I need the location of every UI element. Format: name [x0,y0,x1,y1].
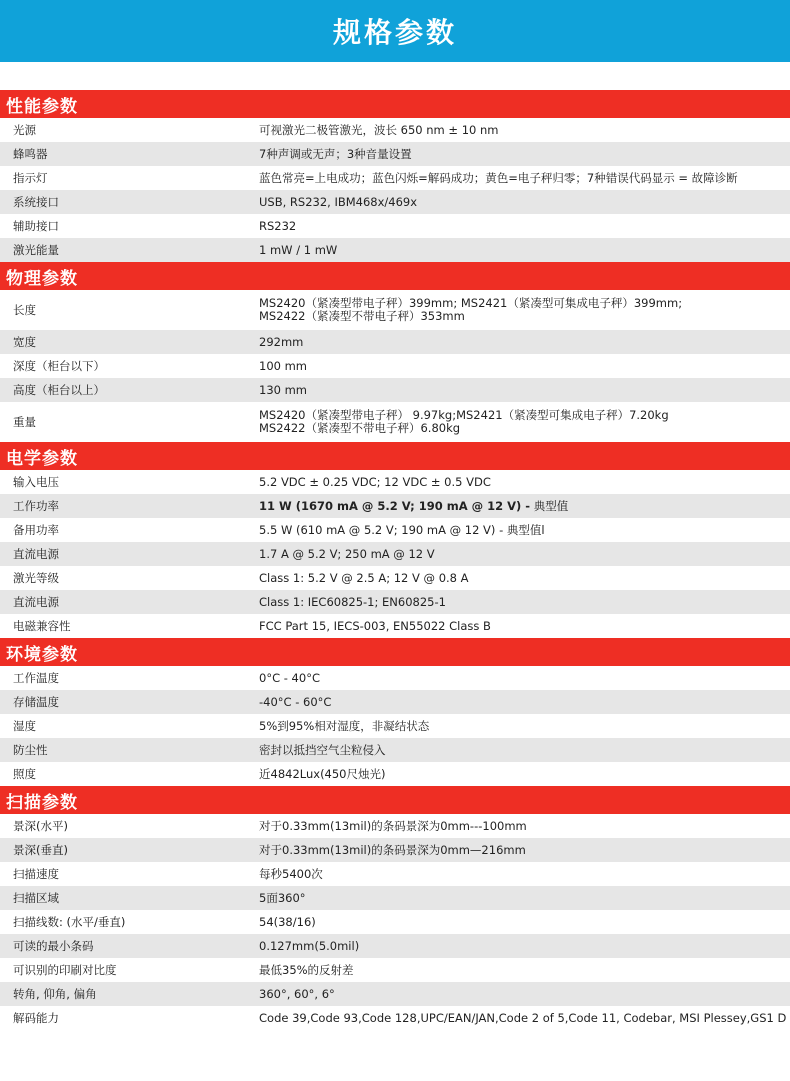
section-header: 性能参数 [0,90,790,118]
spec-value: FCC Part 15, IECS-003, EN55022 Class B [259,618,491,633]
spec-value: 蓝色常亮=上电成功；蓝色闪烁=解码成功；黄色=电子秤归零；7种错误代码显示 = 故障诊断 [259,170,738,185]
spec-value: Code 39,Code 93,Code 128,UPC/EAN/JAN,Code 2 of 5,Code 11, Codebar, MSI Plessey,GS1 D [259,1010,787,1025]
spec-row [0,494,790,518]
spec-value: 130 mm [259,382,308,397]
spec-label: 辅助接口 [13,219,59,233]
spec-label: 备用功率 [13,523,59,537]
spec-row [0,886,790,910]
spec-table [0,90,790,1030]
section-header: 电学参数 [0,442,790,470]
spec-value: 0°C - 40°C [259,670,320,685]
spec-value-text: 典型值 [530,498,569,513]
spec-label: 直流电源 [13,547,59,561]
spec-row [0,934,790,958]
spec-value: 5面360° [259,890,306,905]
spec-value: 5.5 W (610 mA @ 5.2 V; 190 mA @ 12 V) - 典型值l [259,522,545,537]
spec-value: Class 1: IEC60825-1; EN60825-1 [259,594,446,609]
spec-row [0,666,790,690]
spec-row [0,518,790,542]
spec-row [0,762,790,786]
spec-value: -40°C - 60°C [259,694,332,709]
spec-label: 电磁兼容性 [13,619,71,633]
spec-label: 指示灯 [13,171,48,185]
spec-label: 可读的最小条码 [13,939,94,953]
spec-label: 存储温度 [13,695,59,709]
spec-label: 激光能量 [13,243,59,257]
spec-label: 光源 [13,123,36,137]
spec-row [0,290,790,330]
spec-row [0,238,790,262]
spec-value: RS232 [259,218,297,233]
spec-value: 5.2 VDC ± 0.25 VDC; 12 VDC ± 0.5 VDC [259,474,491,489]
spec-label: 防尘性 [13,743,48,757]
spec-row [0,190,790,214]
spec-row [0,142,790,166]
spec-value: 0.127mm(5.0mil) [259,938,360,953]
spec-value: 7种声调或无声；3种音量设置 [259,146,412,161]
spec-label: 扫描速度 [13,867,59,881]
spec-label: 系统接口 [13,195,59,209]
spec-value: 5%到95%相对湿度，非凝结状态 [259,718,430,733]
spec-row [0,614,790,638]
spec-row [0,470,790,494]
spec-label: 高度（柜台以上） [13,383,105,397]
title-banner [0,0,790,62]
spec-label: 照度 [13,767,36,781]
spec-label: 直流电源 [13,595,59,609]
spec-value: 最低35%的反射差 [259,962,354,977]
spec-value: MS2420（紧凑型带电子秤） 9.97kg;MS2421（紧凑型可集成电子秤）7.20kg MS2422（紧凑型不带电子秤）6.80kg [259,408,669,435]
spec-label: 宽度 [13,335,36,349]
spec-row [0,982,790,1006]
spec-label: 扫描线数: (水平/垂直) [13,915,126,929]
spec-value: 360°, 60°, 6° [259,986,335,1001]
spec-row [0,910,790,934]
spec-row [0,330,790,354]
spec-row [0,566,790,590]
spec-label: 可识别的印刷对比度 [13,963,117,977]
spec-value: 54(38/16) [259,914,316,929]
spec-row [0,958,790,982]
spec-value: 100 mm [259,358,308,373]
spec-label: 转角, 仰角, 偏角 [13,987,97,1001]
spec-label: 蜂鸣器 [13,147,48,161]
spec-row [0,590,790,614]
spec-row [0,166,790,190]
spec-row [0,690,790,714]
spec-label: 工作温度 [13,671,59,685]
spec-value: MS2420（紧凑型带电子秤）399mm; MS2421（紧凑型可集成电子秤）399mm; MS2422（紧凑型不带电子秤）353mm [259,296,683,323]
spec-label: 工作功率 [13,499,59,513]
section-header: 扫描参数 [0,786,790,814]
spec-label: 重量 [13,415,36,429]
spec-row [0,1006,790,1030]
spec-row [0,378,790,402]
spec-value: 1 mW / 1 mW [259,242,338,257]
spec-label: 湿度 [13,719,36,733]
spec-row [0,542,790,566]
spec-row [0,214,790,238]
spec-label: 扫描区域 [13,891,59,905]
spec-row [0,814,790,838]
spec-value: USB, RS232, IBM468x/469x [259,194,418,209]
spec-value: 近4842Lux(450尺烛光) [259,766,386,781]
spec-value: 每秒5400次 [259,866,323,881]
spec-label: 激光等级 [13,571,59,585]
spec-label: 输入电压 [13,475,59,489]
spec-row [0,738,790,762]
spec-row [0,118,790,142]
spec-row [0,402,790,442]
spec-value: 密封以抵挡空气尘粒侵入 [259,742,386,757]
spec-row [0,838,790,862]
spec-row [0,354,790,378]
spec-value: 1.7 A @ 5.2 V; 250 mA @ 12 V [259,546,435,561]
spec-value: Class 1: 5.2 V @ 2.5 A; 12 V @ 0.8 A [259,570,469,585]
spec-label: 景深(水平) [13,819,68,833]
spec-label: 景深(垂直) [13,843,68,857]
spec-value: 对于0.33mm(13mil)的条码景深为0mm---100mm [259,818,527,833]
spec-row [0,714,790,738]
spec-label: 解码能力 [13,1011,59,1025]
section-header: 环境参数 [0,638,790,666]
spec-label: 深度（柜台以下） [13,359,105,373]
spec-value: 对于0.33mm(13mil)的条码景深为0mm—216mm [259,842,526,857]
spec-value-bold: 11 W (1670 mA @ 5.2 V; 190 mA @ 12 V) - [259,498,531,513]
page-title: 规格参数 [332,16,457,49]
spec-value: 292mm [259,334,304,349]
spec-label: 长度 [13,303,36,317]
spec-value [259,500,790,513]
section-header: 物理参数 [0,262,790,290]
spec-value: 可视激光二极管激光，波长 650 nm ± 10 nm [259,122,499,137]
spec-row [0,862,790,886]
